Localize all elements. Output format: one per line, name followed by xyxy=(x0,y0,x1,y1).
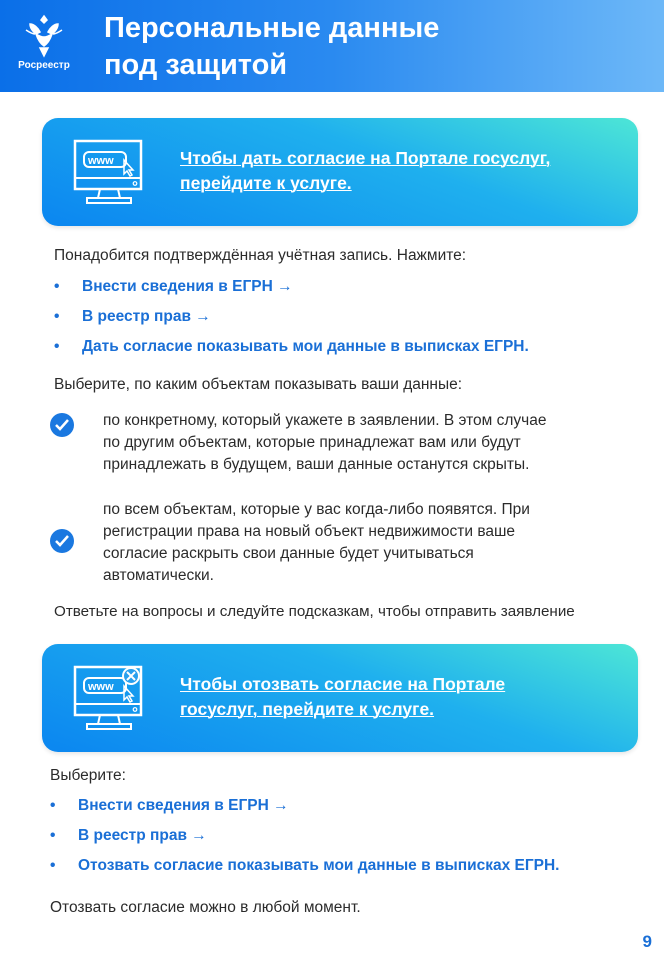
option-all: по всем объектам, которые у вас когда-либо появятся. При регистрации права на новый объект недвижимости ваше согласие раскрыть свои данные будет учитываться автоматически. xyxy=(103,501,530,584)
give-intro: Понадобится подтверждённая учётная запись. Нажмите: xyxy=(54,247,467,264)
revoke-step: • В реестр прав → xyxy=(50,827,207,844)
give-step: • Дать согласие показывать мои данные в выписках ЕГРН. xyxy=(54,338,529,355)
revoke-step: • Внести сведения в ЕГРН → xyxy=(50,797,289,814)
computer-www-icon xyxy=(72,138,148,206)
page-title: Персональные данные под защитой xyxy=(104,12,440,81)
check-icon xyxy=(50,413,74,437)
give-consent-link[interactable]: Чтобы дать согласие на Портале госуслуг, перейдите к услуге. xyxy=(180,148,551,193)
page-number: 9 xyxy=(642,932,652,951)
svg-text:www: www xyxy=(88,155,114,167)
svg-text:www: www xyxy=(88,681,114,693)
give-final: Ответьте на вопросы и следуйте подсказкам, чтобы отправить заявление xyxy=(54,603,575,620)
check-icon xyxy=(50,529,74,553)
give-choose: Выберите, по каким объектам показывать ваши данные: xyxy=(54,376,463,393)
header xyxy=(0,0,664,92)
revoke-step: • Отозвать согласие показывать мои данные в выписках ЕГРН. xyxy=(50,857,560,874)
revoke-intro: Выберите: xyxy=(50,767,126,784)
give-step: • Внести сведения в ЕГРН → xyxy=(54,278,293,295)
give-consent-card[interactable] xyxy=(42,118,638,226)
option-specific: по конкретному, который укажете в заявлении. В этом случае по другим объектам, которые принадлежат вам или будут принадлежать в будущем, ваши данные останутся скрыты. xyxy=(103,412,547,473)
computer-www-cancel-icon xyxy=(72,664,148,732)
eagle-emblem-icon xyxy=(24,12,64,58)
revoke-consent-link[interactable]: Чтобы отозвать согласие на Портале госуслуг, перейдите к услуге. xyxy=(180,674,506,719)
give-step: • В реестр прав → xyxy=(54,308,211,325)
rosreestr-logo: Росреестр xyxy=(16,12,72,71)
revoke-consent-card[interactable] xyxy=(42,644,638,752)
revoke-note: Отозвать согласие можно в любой момент. xyxy=(50,899,361,916)
